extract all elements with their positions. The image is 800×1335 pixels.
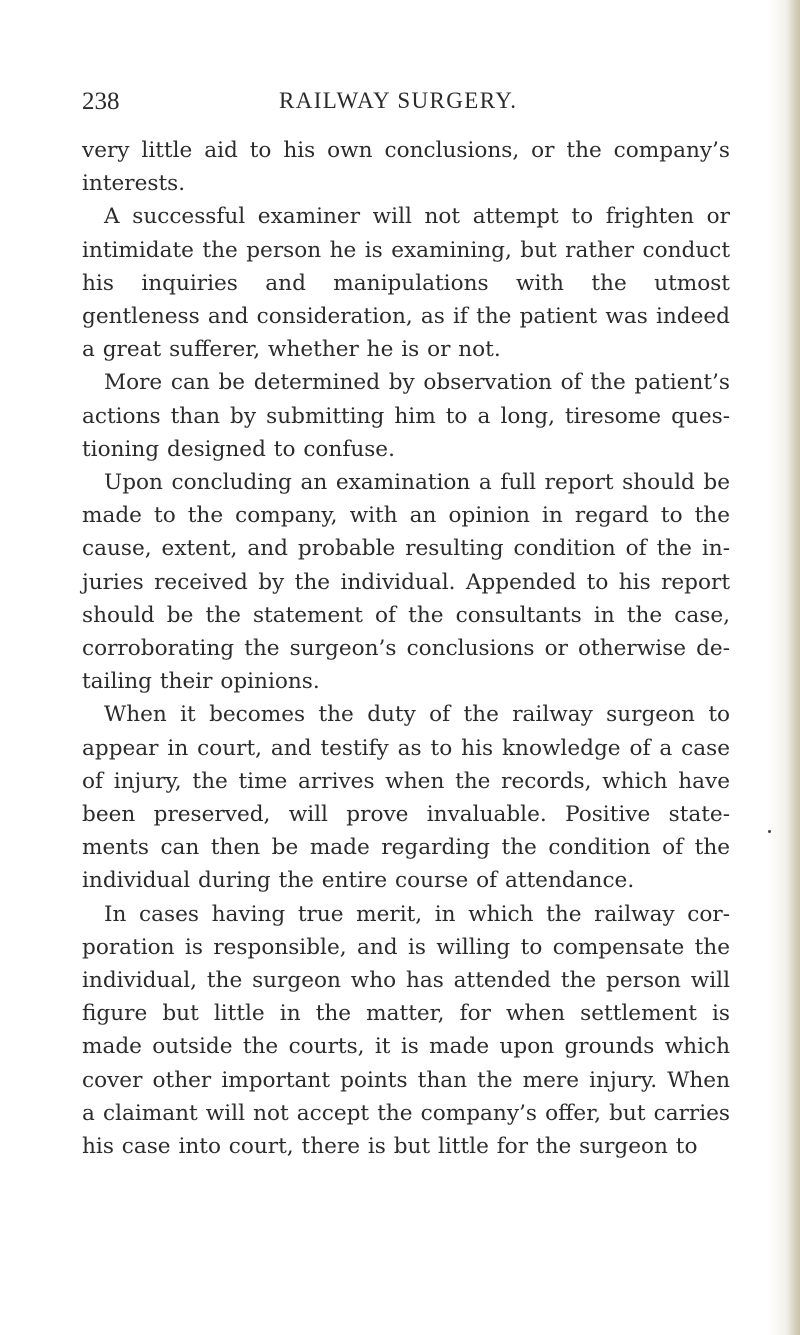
- paragraph-6: In cases having true merit, in which the railway cor- poration is responsible, and is willing to compensate the individual, the surgeon who has attended the person will figure but little in the matter, for when settlement is made outside the courts, it is made upon grounds which cover other important points than the mere injury. When a claimant will not accept the company’s offer, but carries his case into court, there is but little for the surgeon to: [82, 901, 730, 1160]
- paragraph-3: More can be determined by observation of the patient’s actions than by submitting him to a long, tiresome ques- tioning designed to confuse.: [82, 370, 730, 462]
- page-edge-shadow: [786, 0, 800, 1335]
- paragraph-5: When it becomes the duty of the railway surgeon to appear in court, and testify as to his knowledge of a case of injury, the time arrives when the records, which have been preserved, will prove invaluable. Positive state- ments can then be made regarding the condition of the individual during the entire course of attendance.: [82, 702, 730, 894]
- paragraph-2: A successful examiner will not attempt to frighten or intimidate the person he is examining, but rather conduct his inquiries and manipulations with the utmost gentleness and consideration, as if the patient was indeed a great sufferer, whether he is or not.: [82, 204, 730, 363]
- page-header: [82, 88, 742, 118]
- paragraph-1: very little aid to his own conclusions, or the company’s interests.: [82, 138, 730, 197]
- page-number: 238: [82, 88, 120, 115]
- body-text: [82, 134, 730, 1163]
- ink-speck: [768, 830, 771, 833]
- paragraph-4: Upon concluding an examination a full report should be made to the company, with an opinion in regard to the cause, extent, and probable resulting condition of the in- juries received by the individual. Appended to his report should be the statement of the consultants in the case, corroborating the surgeon’s conclusions or otherwise de- tailing their opinions.: [82, 470, 730, 695]
- running-head: RAILWAY SURGERY.: [279, 88, 518, 113]
